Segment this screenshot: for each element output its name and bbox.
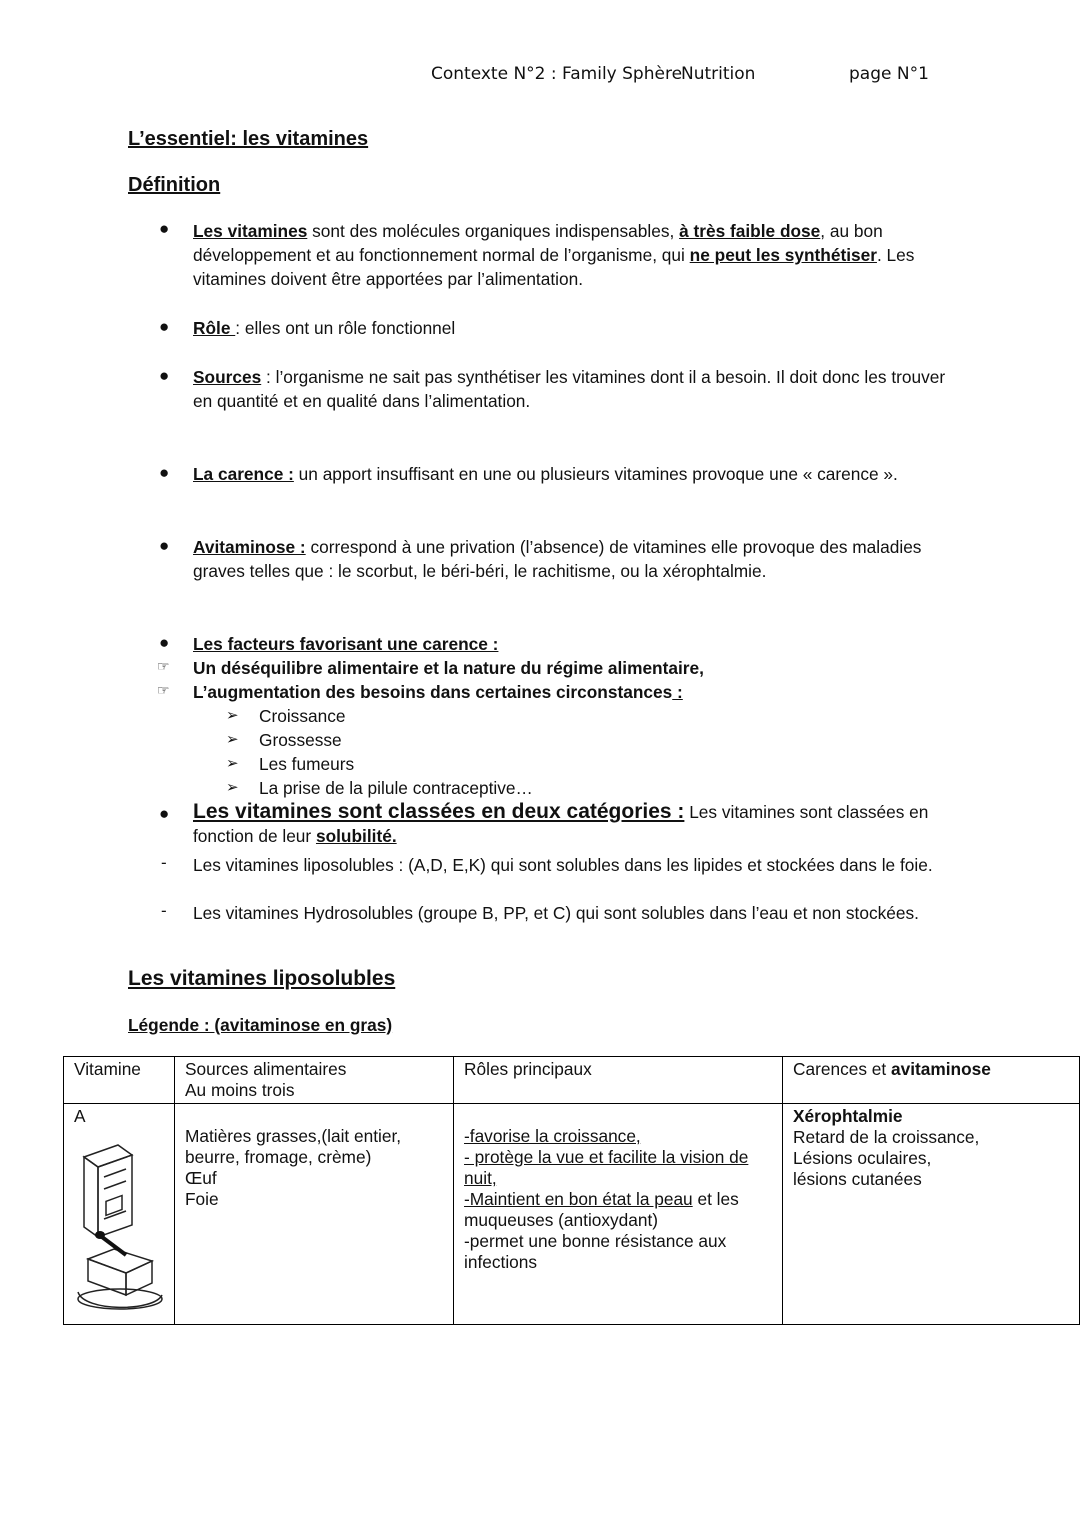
def-part: . Les vitamines doivent être apportées par l’alimentation. — [193, 245, 915, 289]
th-carences-bold: avitaminose — [890, 1059, 991, 1079]
arrow-icon: ➢ — [226, 755, 239, 772]
th-roles: Rôles principaux — [454, 1057, 783, 1104]
role-item-underlined: -Maintient en bon état la peau — [464, 1189, 693, 1209]
carence-item: lésions cutanées — [793, 1169, 922, 1189]
classees-lipo: Les vitamines liposolubles : (A,D, E,K) qui sont solubles dans les lipides et stockées dans le foie. — [193, 855, 933, 875]
carence-item: Retard de la croissance, — [793, 1127, 980, 1147]
facteur-2 — [193, 680, 958, 704]
milk-butter-icon — [74, 1127, 164, 1317]
th-carences-text: Carences et — [793, 1059, 891, 1079]
header-subject: Nutrition — [681, 64, 756, 84]
term-dose: à très faible dose — [679, 221, 821, 241]
th-vitamine: Vitamine — [64, 1057, 175, 1104]
list-item: La prise de la pilule contraceptive… — [259, 778, 533, 798]
bullet-dot: ● — [159, 633, 170, 652]
role-text — [193, 316, 958, 340]
avitaminose-label: Avitaminose : — [193, 537, 306, 557]
list-item: Grossesse — [259, 730, 342, 750]
source-item: Matières grasses,(lait entier, — [185, 1126, 402, 1146]
role-label: Rôle — [193, 318, 236, 338]
legende: Légende : (avitaminose en gras) — [128, 1015, 393, 1035]
td-sources — [175, 1104, 454, 1325]
th-carences — [783, 1057, 1080, 1104]
table-row — [64, 1104, 1080, 1325]
sources-label: Sources — [193, 367, 262, 387]
th-sources — [175, 1057, 454, 1104]
bullet-dot: ● — [159, 366, 170, 385]
avitaminose-text — [193, 535, 958, 583]
vitamin-table — [63, 1056, 1080, 1325]
bullet-dot: ● — [159, 463, 170, 482]
facteurs-heading: Les facteurs favorisant une carence : — [193, 634, 499, 654]
sources-desc: : l’organisme ne sait pas synthétiser les vitamines dont il a besoin. Il doit donc les trouver en quantité et en qualité dans l’alimentation. — [193, 367, 946, 411]
solubilite-term: solubilité. — [315, 826, 397, 846]
table-header-row — [64, 1057, 1080, 1104]
arrow-icon: ➢ — [226, 731, 239, 748]
pointing-finger-icon: ☞ — [157, 658, 170, 674]
dash-marker: - — [161, 901, 167, 920]
td-carences — [783, 1104, 1080, 1325]
definition-text — [193, 219, 958, 291]
role-item-rest: et les muqueuses (antioxydant) — [464, 1189, 739, 1230]
def-part: sont des molécules organiques indispensables, — [307, 221, 680, 241]
lipo-heading: Les vitamines liposolubles — [128, 967, 396, 990]
bullet-dot: ● — [159, 804, 170, 823]
role-desc: : elles ont un rôle fonctionnel — [235, 318, 456, 338]
header-context: Contexte N°2 : Family Sphère — [431, 64, 683, 84]
classees-text — [193, 800, 958, 848]
td-vitamine — [64, 1104, 175, 1325]
classees-heading: Les vitamines sont classées en deux catégories : — [193, 800, 685, 823]
sources-text — [193, 365, 958, 413]
role-item: - protège la vue et facilite la vision de nuit, — [464, 1147, 749, 1188]
role-item: -favorise la croissance, — [464, 1126, 641, 1146]
role-item: -permet une bonne résistance aux infections — [464, 1231, 727, 1272]
vitamine-letter: A — [74, 1106, 86, 1126]
avitaminose-desc: correspond à une privation (l’absence) de vitamines elle provoque des maladies graves telles que : le scorbut, le béri-béri, le rachitisme, ou la xérophtalmie. — [193, 537, 922, 581]
list-item: Croissance — [259, 706, 346, 726]
carence-item: Lésions oculaires, — [793, 1148, 932, 1168]
header-page: page N°1 — [849, 64, 929, 84]
td-roles — [454, 1104, 783, 1325]
arrow-icon: ➢ — [226, 779, 239, 796]
th-sources-2: Au moins trois — [185, 1080, 295, 1100]
avitaminose-name: Xérophtalmie — [793, 1106, 903, 1126]
list-item: Les fumeurs — [259, 754, 355, 774]
dash-marker: - — [161, 853, 167, 872]
definition-heading: Définition — [128, 174, 221, 196]
term-synth: ne peut les synthétiser — [689, 245, 877, 265]
arrow-icon: ➢ — [226, 707, 239, 724]
th-sources-1: Sources alimentaires — [185, 1059, 347, 1079]
source-item: Œuf — [185, 1168, 217, 1188]
source-item: Foie — [185, 1189, 219, 1209]
facteur-1: Un déséquilibre alimentaire et la nature du régime alimentaire, — [193, 658, 704, 678]
role-item — [464, 1189, 772, 1231]
carence-label: La carence : — [193, 464, 294, 484]
bullet-dot: ● — [159, 536, 170, 555]
bullet-dot: ● — [159, 219, 170, 238]
def-part: , au bon développement et au fonctionnement normal de l’organisme, qui — [193, 221, 883, 265]
carence-text — [193, 462, 958, 486]
classees-desc: Les vitamines sont classées en fonction de leur — [193, 802, 929, 846]
facteur-2-colon: : — [672, 682, 683, 702]
bullet-dot: ● — [159, 317, 170, 336]
facteur-2-text: L’augmentation des besoins dans certaines circonstances — [193, 682, 673, 702]
page-title: L’essentiel: les vitamines — [128, 128, 369, 150]
carence-desc: un apport insuffisant en une ou plusieurs vitamines provoque une « carence ». — [293, 464, 898, 484]
term-vitamines: Les vitamines — [193, 221, 308, 241]
classees-hydro: Les vitamines Hydrosolubles (groupe B, PP, et C) qui sont solubles dans l’eau et non stockées. — [193, 903, 919, 923]
source-item: beurre, fromage, crème) — [185, 1147, 372, 1167]
pointing-finger-icon: ☞ — [157, 682, 170, 698]
